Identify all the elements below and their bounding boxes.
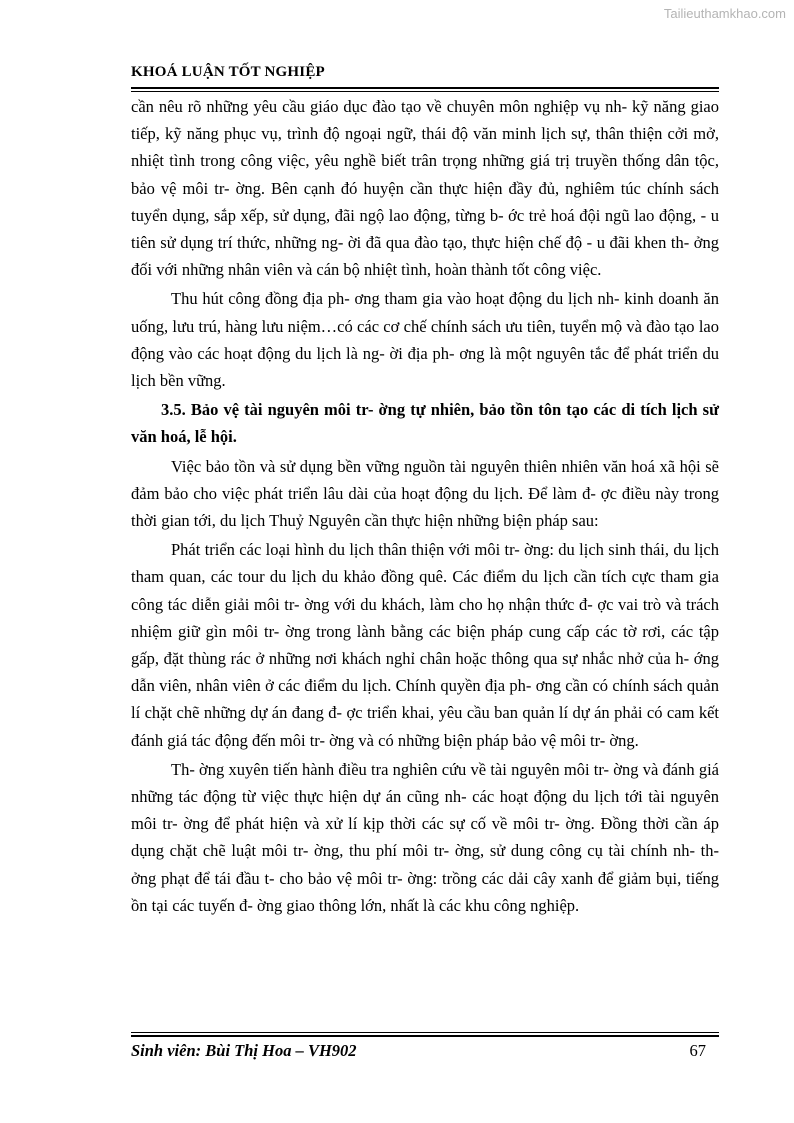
paragraph-3: Việc bảo tồn và sử dụng bền vững nguồn tài nguyên thiên nhiên văn hoá xã hội sẽ đảm bảo cho việc phát triển lâu dài của hoạt động du lịch. Để làm đ- ợc điều này trong thời gian tới, du lịch Thuỷ Nguyên cần thực hiện những biện pháp sau: <box>131 456 719 531</box>
section-heading: 3.5. Bảo vệ tài nguyên môi tr- ờng tự nhiên, bảo tồn tôn tạo các di tích lịch sử văn hoá, lễ hội. <box>131 400 719 447</box>
footer-rule-thick <box>131 1035 719 1037</box>
paragraph-1: cần nêu rõ những yêu cầu giáo dục đào tạo về chuyên môn nghiệp vụ nh- kỹ năng giao tiếp, kỹ năng phục vụ, trình độ ngoại ngữ, thái độ văn minh lịch sự, thân thiện cởi mở, nhiệt tình trong công việc, yêu nghề biết trân trọng những giá trị truyền thống dân tộc, bảo vệ môi tr- ờng. Bên cạnh đó huyện cần thực hiện đầy đủ, nghiêm túc chính sách tuyển dụng, sắp xếp, sử dụng, đãi ngộ lao động, từng b- ớc trẻ hoá đội ngũ lao động, - u tiên sử dụng trí thức, những ng- ời đã qua đào tạo, thực hiện chế độ - u đãi khen th- ởng đối với những nhân viên và cán bộ nhiệt tình, hoàn thành tốt công việc. <box>131 97 719 280</box>
paragraph-4: Phát triển các loại hình du lịch thân thiện với môi tr- ờng: du lịch sinh thái, du lịch tham quan, các tour du lịch du khảo đồng quê. Các điểm du lịch cần tích cực tham gia công tác diễn giải môi tr- ờng với du khách, làm cho họ nhận thức đ- ợc vai trò và trách nhiệm giữ gìn môi tr- ờng trong lành bằng các biện pháp cung cấp các tờ rơi, các tập gấp, đặt thùng rác ở những nơi khách nghỉ chân hoặc thông qua sự nhắc nhở của h- ớng dẫn viên, nhân viên ở các điểm du lịch. Chính quyền địa ph- ơng cần có chính sách quản lí chặt chẽ những dự án đang đ- ợc triển khai, yêu cầu ban quản lí dự án phải có cam kết đánh giá tác động đến môi tr- ờng và có những biện pháp bảo vệ môi tr- ờng. <box>131 540 719 750</box>
page-number: 67 <box>689 1041 706 1060</box>
header-rule-thick <box>131 87 719 89</box>
document-body <box>131 93 719 921</box>
paragraph-5: Th- ờng xuyên tiến hành điều tra nghiên cứu về tài nguyên môi tr- ờng và đánh giá những tác động từ việc thực hiện dự án cũng nh- các hoạt động du lịch tới tài nguyên môi tr- ờng để phát hiện và xử lí kịp thời các sự cố về môi tr- ờng. Đồng thời cần áp dụng chặt chẽ luật môi tr- ờng, thu phí môi tr- ờng, sử dung công cụ tài chính nh- th- ởng phạt để tái đầu t- cho bảo vệ môi tr- ờng: trồng các dải cây xanh để giảm bụi, tiếng ồn tại các tuyến đ- ờng giao thông lớn, nhất là các khu công nghiệp. <box>131 759 719 915</box>
paragraph-2: Thu hút công đồng địa ph- ơng tham gia vào hoạt động du lịch nh- kinh doanh ăn uống, lưu trú, hàng lưu niệm…có các cơ chế chính sách ưu tiên, tuyển mộ và đào tạo lao động vào các hoạt động du lịch là ng- ời địa ph- ơng là một nguyên tắc để phát triển du lịch bền vững. <box>131 289 719 391</box>
footer-author: Sinh viên: Bùi Thị Hoa – VH902 <box>131 1041 357 1060</box>
footer-rule-thin <box>131 1032 719 1033</box>
header-rule-thin <box>131 91 719 92</box>
watermark: Tailieuthamkhao.com <box>663 6 786 21</box>
page-header-title: KHOÁ LUẬN TỐT NGHIỆP <box>131 64 325 80</box>
